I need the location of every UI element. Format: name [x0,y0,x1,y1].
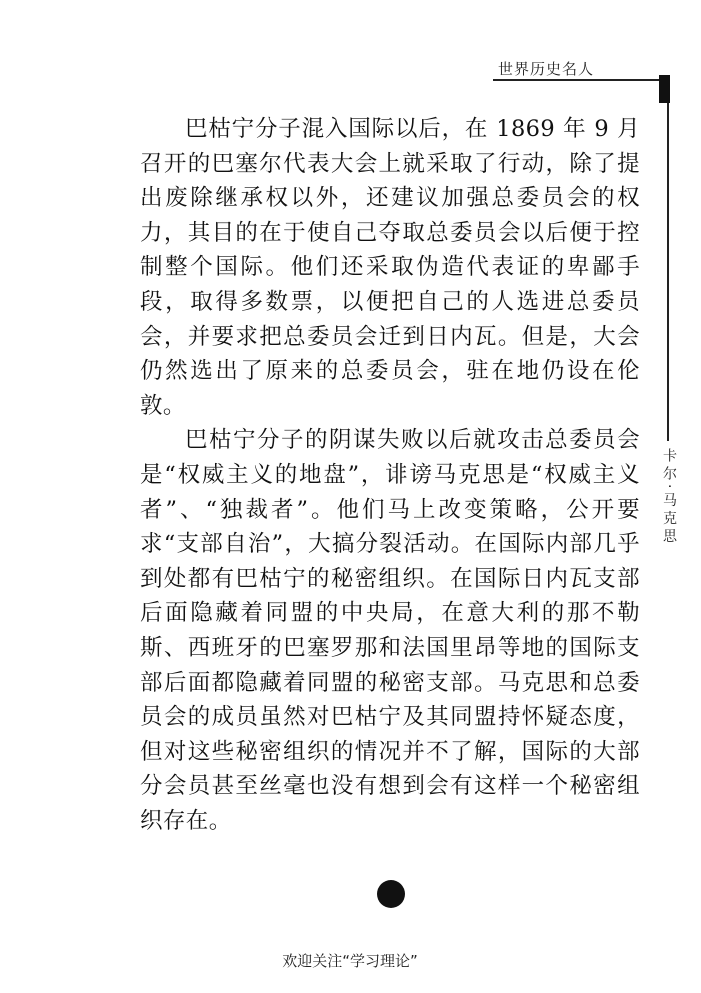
footer-note: 欢迎关注“学习理论” [282,952,418,970]
header-tab-marker [659,75,670,103]
side-rule [667,103,669,441]
running-header-title: 世界历史名人 [498,60,595,78]
header-rule [493,79,670,81]
page-body [140,112,640,838]
page-ornament-dot [377,880,405,908]
side-chapter-label: 卡尔·马克思 [661,448,677,547]
paragraph-2: 巴枯宁分子的阴谋失败以后就攻击总委员会是“权威主义的地盘”，诽谤马克思是“权威主义者”、“独裁者”。他们马上改变策略，公开要求“支部自治”，大搞分裂活动。在国际内部几乎到处都有巴枯宁的秘密组织。在国际日内瓦支部后面隐藏着同盟的中央局，在意大利的那不勒斯、西班牙的巴塞罗那和法国里昂等地的国际支部后面都隐藏着同盟的秘密支部。马克思和总委员会的成员虽然对巴枯宁及其同盟持怀疑态度，但对这些秘密组织的情况并不了解，国际的大部分会员甚至丝毫也没有想到会有这样一个秘密组织存在。 [140,427,640,834]
paragraph-1: 巴枯宁分子混入国际以后，在 1869 年 9 月召开的巴塞尔代表大会上就采取了行动，除了提出废除继承权以外，还建议加强总委员会的权力，其目的在于使自己夺取总委员会以后便于控制整个国际。他们还采取伪造代表证的卑鄙手段，取得多数票，以便把自己的人选进总委员会，并要求把总委员会迁到日内瓦。但是，大会仍然选出了原来的总委员会，驻在地仍设在伦敦。 [140,116,640,419]
